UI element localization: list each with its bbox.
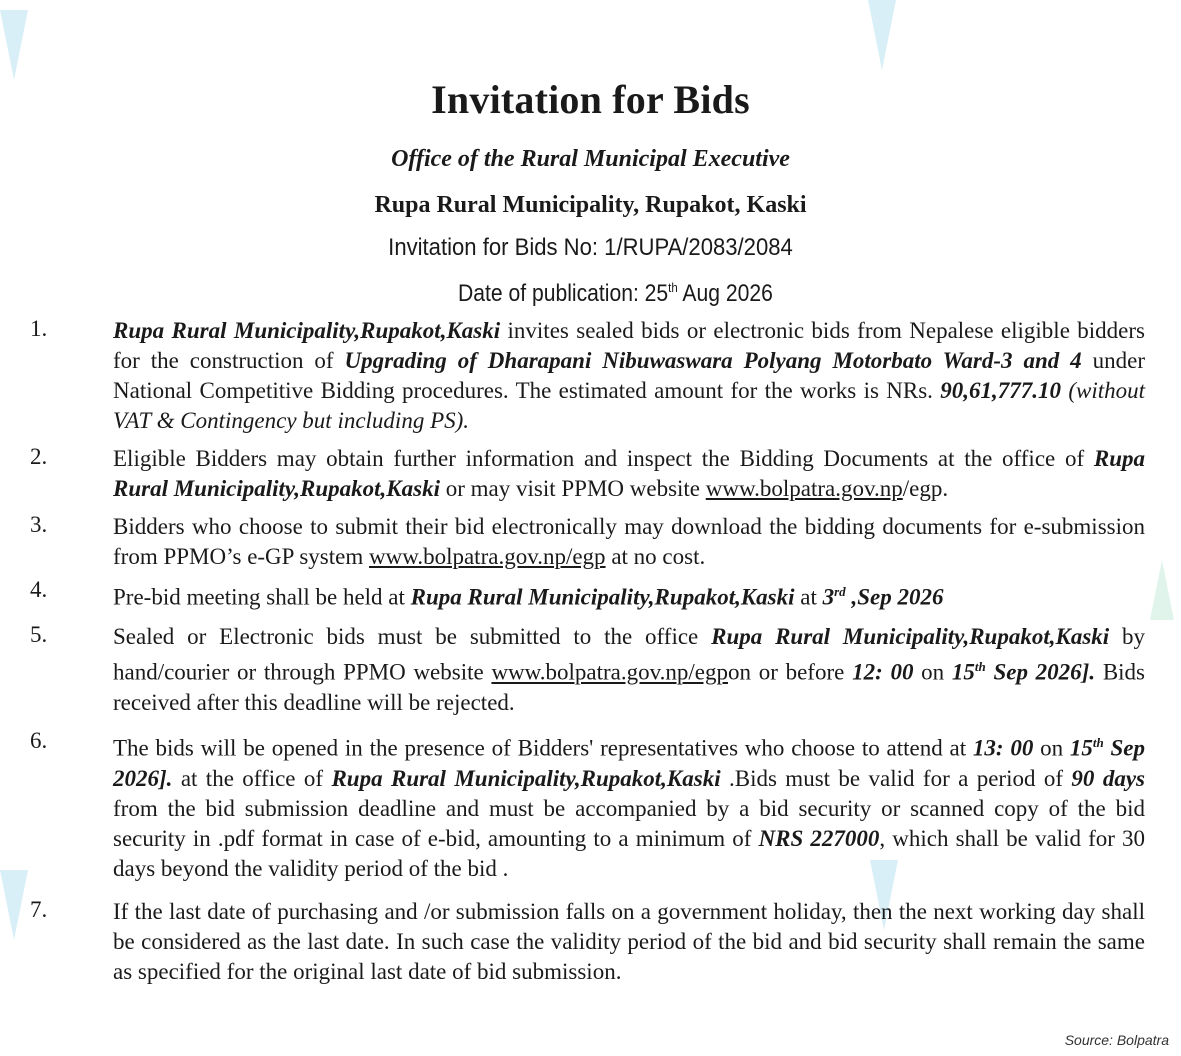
- item-text-part: Bidders who choose to submit their bid electronically may download the bidding documents for e-submission from PPMO’s e-GP system: [113, 514, 1145, 569]
- item-text-part: Rupa Rural Municipality,Rupakot,Kaski: [331, 765, 721, 791]
- item-text-part: th: [1092, 735, 1104, 750]
- website-link[interactable]: www.bolpatra.gov.np: [705, 476, 903, 501]
- item-text: [113, 897, 1145, 987]
- item-number: 2.: [30, 444, 48, 469]
- item-text-part: NRS 227000: [758, 825, 880, 851]
- item-text-part: Upgrading of Dharapani Nibuwaswara Polyang Motorbato Ward-3 and 4: [344, 348, 1082, 373]
- website-link[interactable]: www.bolpatra.gov.np/egp: [369, 544, 606, 569]
- item-text-part: Eligible Bidders may obtain further information and inspect the Bidding Documents at the office of: [113, 446, 1094, 471]
- item-text-part: at no cost.: [605, 544, 706, 569]
- item-text-part: or may visit PPMO website: [439, 476, 706, 501]
- item-text-part: from the bid submission deadline and must be accompanied by a bid security or scanned copy of the bid security in .pdf format in case of e-bid, amounting to a minimum of: [113, 795, 1145, 851]
- item-text-part: Sep 2026].: [985, 659, 1096, 685]
- item-text-part: Pre-bid meeting shall be held at: [113, 584, 411, 610]
- item-text-part: 3: [822, 584, 835, 610]
- item-text: [113, 512, 1145, 572]
- ifb-number: Invitation for Bids No: 1/RUPA/2083/2084: [388, 234, 793, 261]
- item-text-part: th: [974, 659, 986, 674]
- item-text-part: The bids will be opened in the presence of Bidders' representatives who choose to attend at: [113, 735, 973, 761]
- item-text-part: Sealed or Electronic bids must be submitted to the office: [113, 624, 712, 649]
- item-text-part: under National Competitive Bidding procedures. The estimated amount for the works is NRs.: [113, 348, 1145, 403]
- publication-date-sup: th: [668, 280, 678, 295]
- office-name: Office of the Rural Municipal Executive: [391, 146, 790, 172]
- item-text: [113, 728, 1145, 884]
- item-text: [113, 622, 1145, 718]
- item-text-part: on: [1033, 735, 1070, 761]
- item-text-part: Rupa Rural Municipality,Rupakot,Kaski: [410, 584, 795, 610]
- item-text-part: 90,61,777.10: [940, 378, 1061, 403]
- item-text-part: rd: [834, 584, 846, 599]
- item-text-part: on or before: [728, 659, 853, 685]
- item-text-part: , which shall be valid for 30 days beyond the validity period of the bid .: [113, 825, 1145, 881]
- item-text-part: 12: 00: [852, 659, 914, 685]
- item-text-part: (without VAT & Contingency but including PS).: [113, 378, 1145, 433]
- item-text-part: invites sealed bids or electronic bids from Nepalese eligible bidders for the construction of: [113, 318, 1146, 373]
- item-text-part: Sep 2026].: [113, 735, 1146, 791]
- item-text-part: on: [913, 659, 952, 685]
- item-number: 3.: [30, 512, 48, 537]
- item-text-part: ,Sep 2026: [845, 584, 944, 610]
- item-number: 1.: [30, 316, 48, 341]
- item-number: 5.: [30, 622, 48, 647]
- item-text-part: 13: 00: [972, 735, 1034, 761]
- municipality-name: Rupa Rural Municipality, Rupakot, Kaski: [374, 192, 807, 218]
- item-text-part: Rupa Rural Municipality,Rupakot,Kaski: [113, 446, 1145, 501]
- item-text-part: 15: [951, 659, 975, 685]
- publication-date: [458, 280, 773, 308]
- item-text: [113, 444, 1145, 504]
- item-text-part: 15: [1069, 735, 1093, 761]
- item-text-part: by hand/courier or through PPMO website: [113, 624, 1145, 685]
- item-number: 7.: [30, 897, 48, 922]
- document-title: Invitation for Bids: [431, 77, 750, 122]
- item-text-part: /egp.: [902, 476, 949, 501]
- item-number: 4.: [30, 577, 48, 602]
- item-text-part: 90 days: [1071, 765, 1145, 791]
- item-text-part: Rupa Rural Municipality,Rupakot,Kaski: [711, 624, 1110, 649]
- source-credit: Source: Bolpatra: [1064, 1032, 1169, 1048]
- item-text-part: Bids received after this deadline will be rejected.: [113, 659, 1145, 715]
- publication-date-prefix: Date of publication: 25: [458, 280, 669, 307]
- item-number: 6.: [30, 728, 48, 753]
- item-text-part: at: [794, 584, 823, 610]
- website-link[interactable]: www.bolpatra.gov.np/egp: [491, 659, 728, 685]
- item-text: [113, 316, 1145, 436]
- item-text-part: If the last date of purchasing and /or submission falls on a government holiday, then the next working day shall be considered as the last date. In such case the validity period of the bid and bid security shall remain the same as specified for the original last date of bid submission.: [113, 899, 1145, 984]
- item-text-part: Rupa Rural Municipality,Rupakot,Kaski: [113, 318, 501, 343]
- publication-date-suffix: Aug 2026: [677, 280, 773, 307]
- item-text-part: .Bids must be valid for a period of: [720, 765, 1072, 791]
- item-text: [113, 577, 1145, 613]
- item-text-part: at the office of: [172, 765, 332, 791]
